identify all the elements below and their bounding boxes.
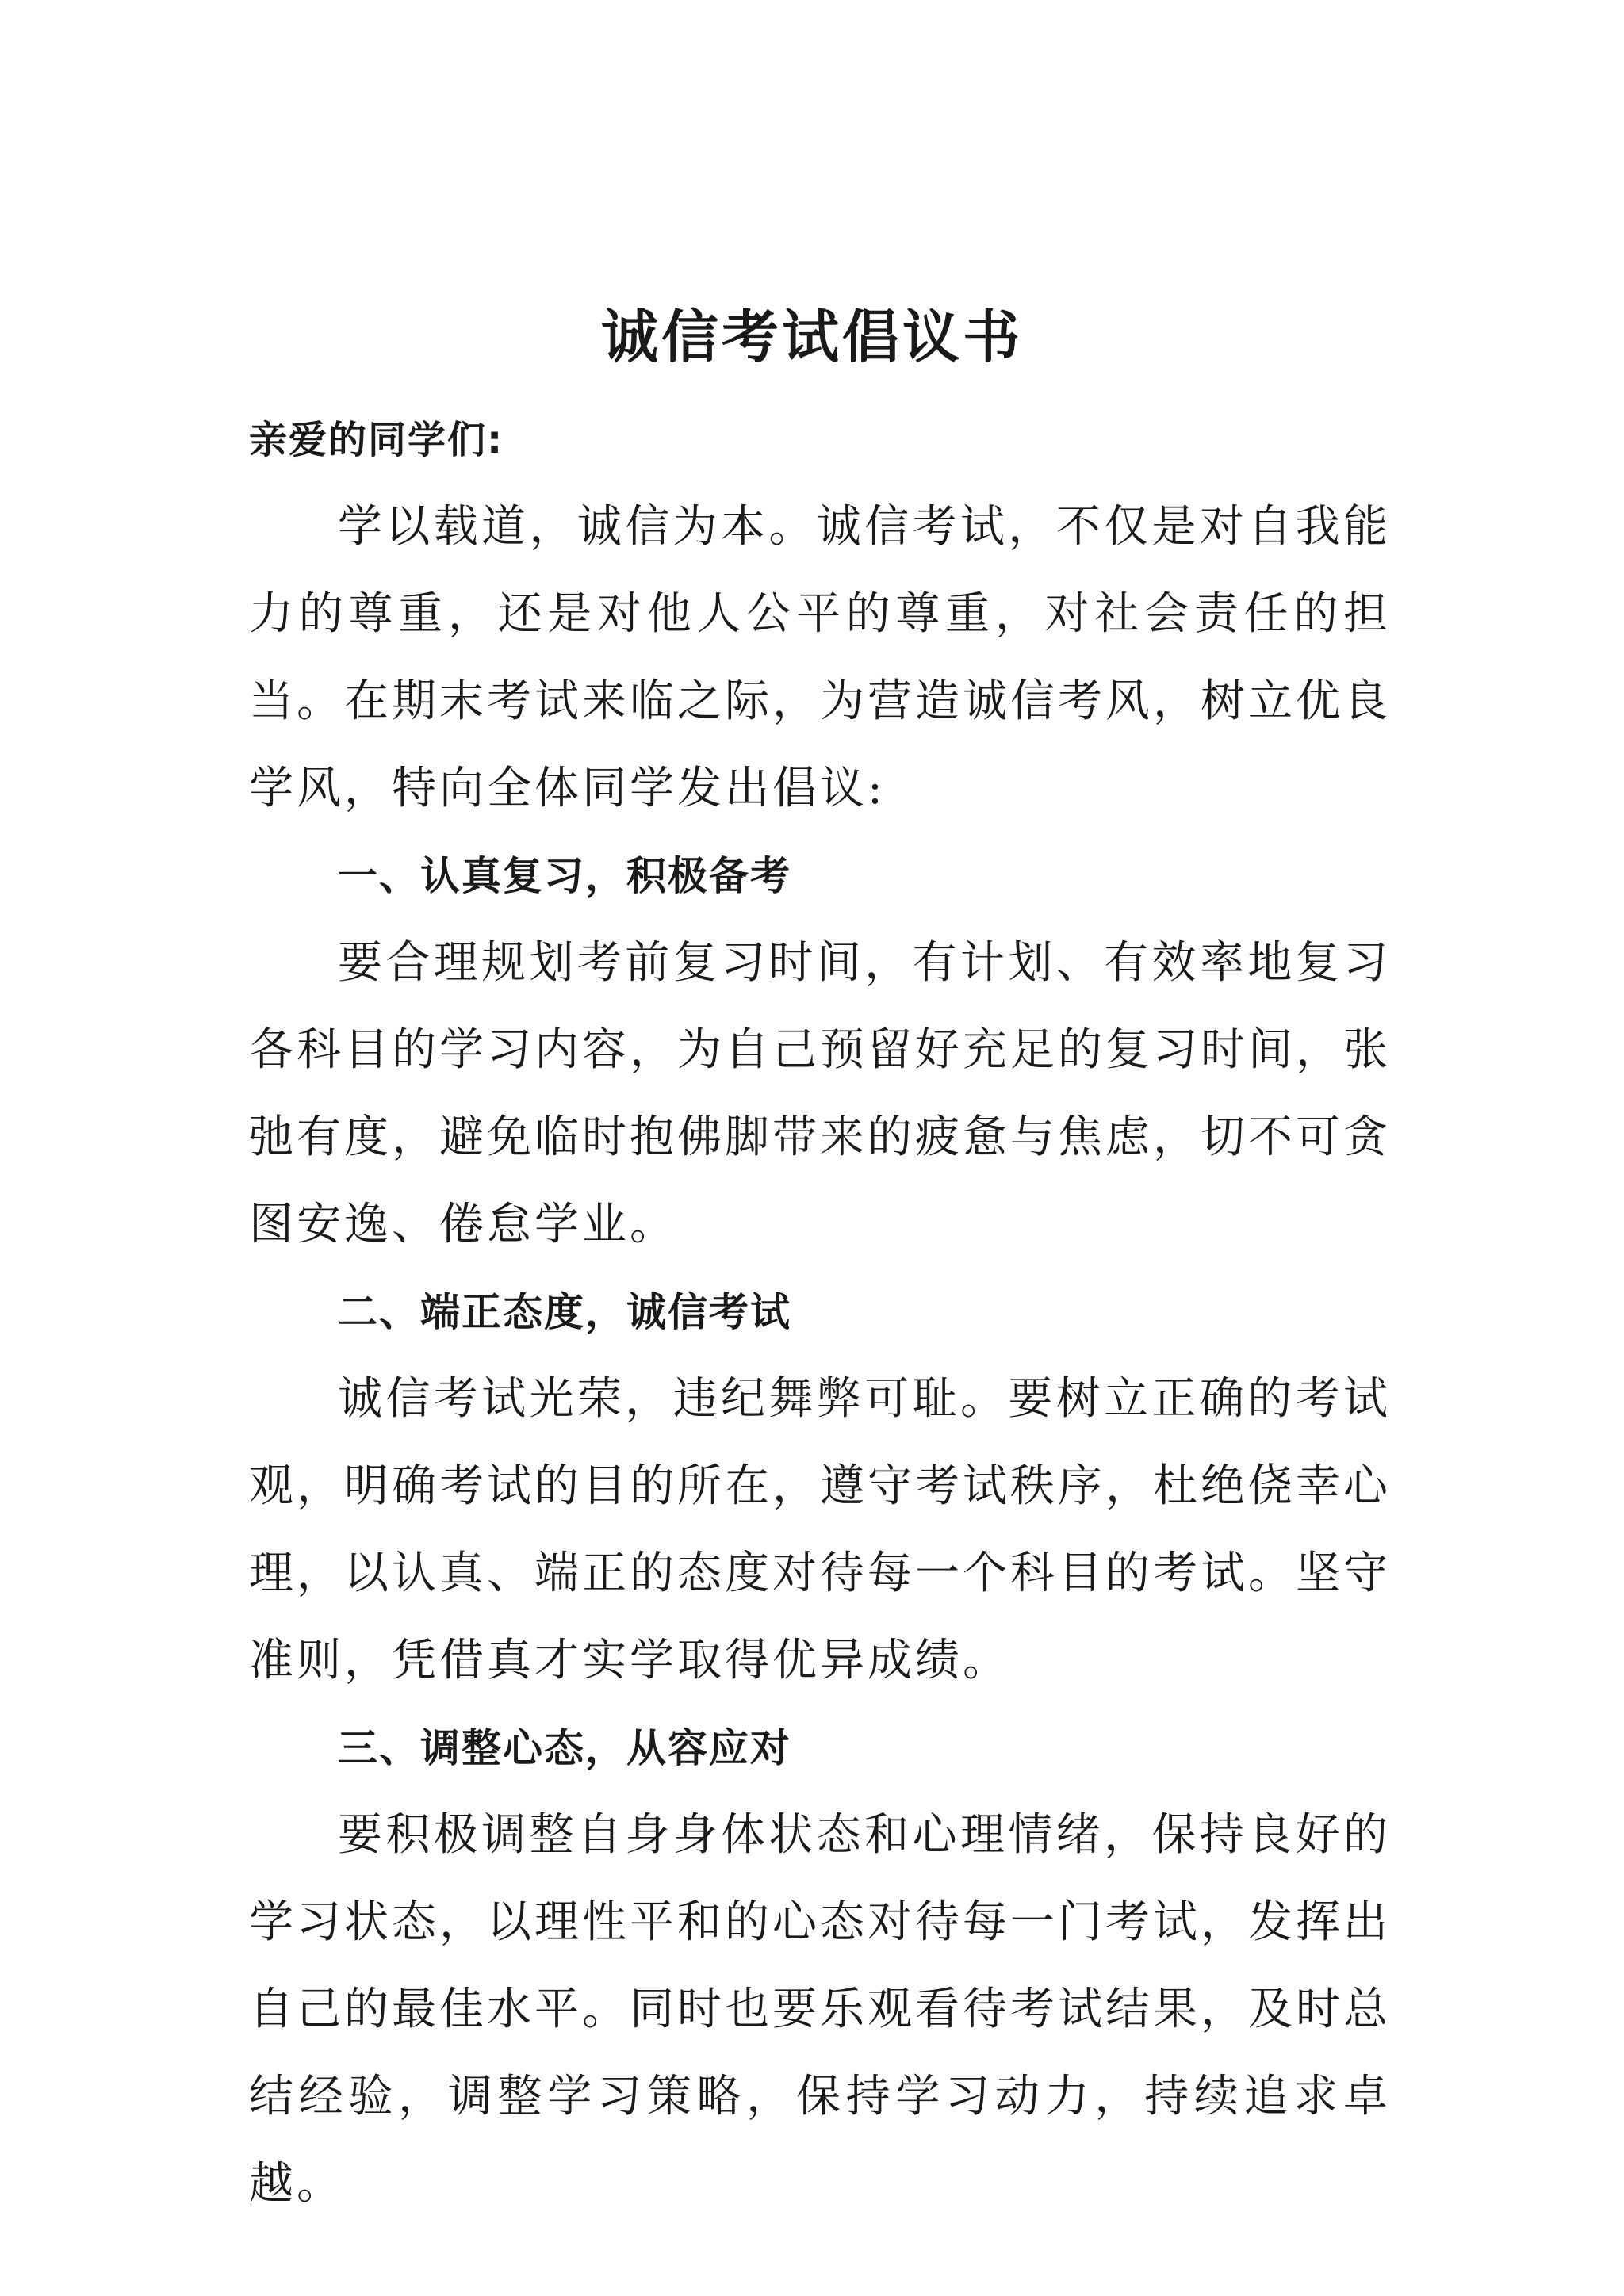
section-heading-2: 二、端正态度，诚信考试: [338, 1289, 791, 1335]
document-body: [249, 396, 1391, 2228]
salutation: 亲爱的同学们:: [249, 418, 504, 462]
document-title: 诚信考试倡议书: [600, 303, 1023, 371]
section-heading-1: 一、认真复习，积极备考: [338, 853, 791, 899]
section-body-2: 诚信考试光荣，违纪舞弊可耻。要树立正确的考试观，明确考试的目的所在，遵守考试秩序，杜绝侥幸心理，以认真、端正的态度对待每一个科目的考试。坚守准则，凭借真才实学取得优异成绩。: [249, 1373, 1391, 1686]
intro-paragraph: 学以载道，诚信为本。诚信考试，不仅是对自我能力的尊重，还是对他人公平的尊重，对社会责任的担当。在期末考试来临之际，为营造诚信考风，树立优良学风，特向全体同学发出倡议:: [249, 501, 1391, 814]
section-heading-3: 三、调整心态，从容应对: [338, 1725, 791, 1771]
section-body-1: 要合理规划考前复习时间，有计划、有效率地复习各科目的学习内容，为自己预留好充足的复习时间，张弛有度，避免临时抱佛脚带来的疲惫与焦虑，切不可贪图安逸、倦怠学业。: [249, 937, 1391, 1250]
section-body-3: 要积极调整自身身体状态和心理情绪，保持良好的学习状态，以理性平和的心态对待每一门考试，发挥出自己的最佳水平。同时也要乐观看待考试结果，及时总结经验，调整学习策略，保持学习动力，持续追求卓越。: [249, 1809, 1391, 2210]
